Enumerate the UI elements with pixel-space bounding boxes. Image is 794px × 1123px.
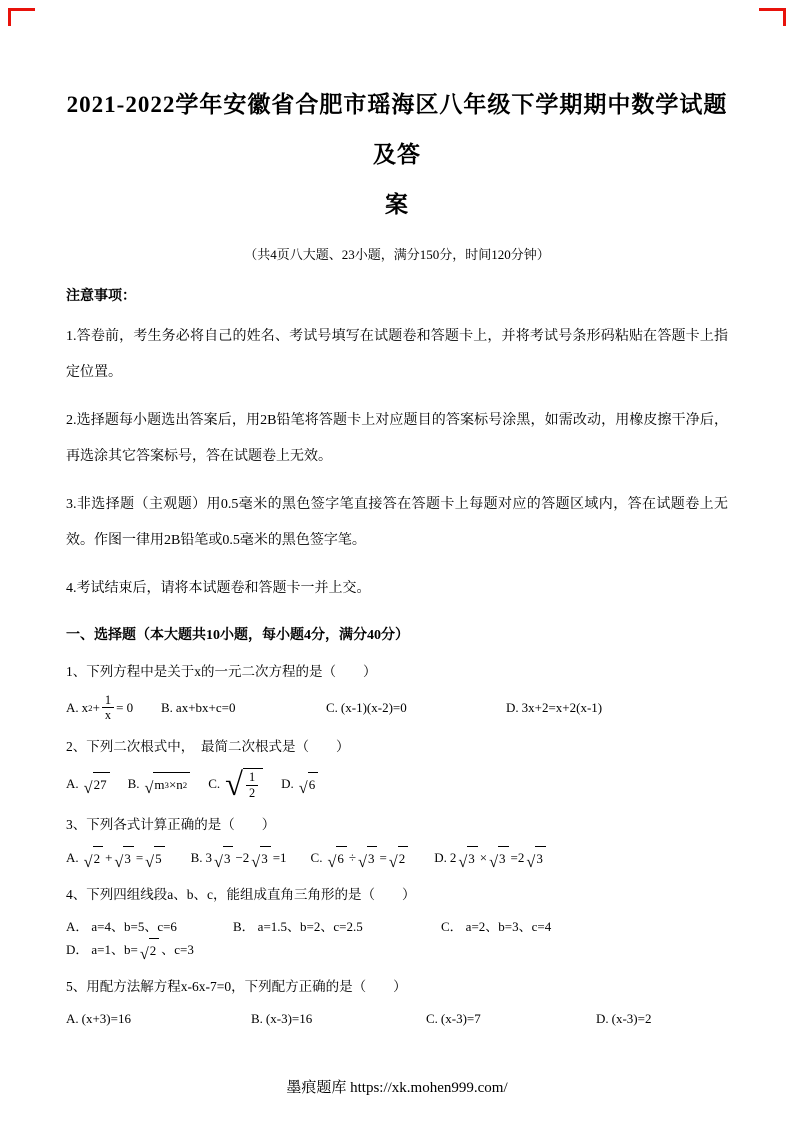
question-4-options bbox=[66, 916, 728, 962]
q4-option-b-label: B． bbox=[233, 918, 255, 934]
question-2-options bbox=[66, 767, 728, 804]
q2-option-c-formula: √ $\frac{1}{2}$ bbox=[223, 768, 265, 799]
q3-option-b-formula: 3 √ 3 −2 √ 3 =1 bbox=[206, 846, 287, 870]
q5-option-b bbox=[251, 1008, 426, 1030]
crop-mark-top-right-icon bbox=[759, 8, 786, 26]
q4-option-d bbox=[66, 938, 194, 962]
q2-option-a-formula: √ 27 bbox=[82, 772, 112, 796]
question-4 bbox=[66, 882, 728, 962]
q5-option-b-text: (x-3)=16 bbox=[265, 1010, 313, 1026]
q2-option-d-formula: √ 6 bbox=[297, 772, 320, 796]
q3-option-a-label: A. bbox=[66, 849, 79, 865]
q3-option-a-formula: √ 2 + √ 3 = √ 5 bbox=[82, 846, 167, 870]
q2-option-d-label: D. bbox=[281, 776, 294, 792]
q5-option-d-text: (x-3)=2 bbox=[611, 1010, 652, 1026]
q1-option-c-text: (x-1)(x-2)=0 bbox=[340, 699, 407, 715]
section-1-heading: 一、选择题（本大题共10小题，每小题4分，满分40分） bbox=[66, 628, 409, 643]
q5-option-d bbox=[596, 1008, 651, 1030]
q1-option-b-label: B. bbox=[161, 699, 173, 715]
q1-option-b-text: ax+bx+c=0 bbox=[175, 699, 236, 715]
page-title-line-1: 2021-2022学年安徽省合肥市瑶海区八年级下学期期中数学试题及答 bbox=[66, 92, 728, 167]
question-4-text: 4、下列四组线段a、b、c，能组成直角三角形的是（ ） bbox=[66, 886, 416, 902]
question-5-options bbox=[66, 1008, 728, 1030]
question-2 bbox=[66, 734, 728, 804]
question-5 bbox=[66, 974, 728, 1030]
q5-option-c-label: C. bbox=[426, 1010, 438, 1026]
q3-option-c bbox=[311, 846, 411, 870]
crop-mark-top-left-icon bbox=[8, 8, 35, 26]
q5-option-c bbox=[426, 1008, 596, 1030]
question-3-options bbox=[66, 846, 728, 870]
question-3 bbox=[66, 812, 728, 870]
q3-option-b bbox=[191, 846, 287, 870]
q3-option-d-formula: 2 √ 3 × √ 3 =2 √ 3 bbox=[450, 846, 548, 870]
q5-option-c-text: (x-3)=7 bbox=[440, 1010, 481, 1026]
question-1 bbox=[66, 659, 728, 722]
q1-option-d-text: 3x+2=x+2(x-1) bbox=[521, 699, 603, 715]
q2-option-c-label: C. bbox=[208, 776, 221, 792]
q5-option-a-label: A. bbox=[66, 1010, 79, 1026]
exam-summary-line: （共4页八大题、23小题，满分150分，时间120分钟） bbox=[244, 247, 550, 262]
question-1-options bbox=[66, 693, 728, 722]
notice-item-2: 2.选择题每小题选出答案后，用2B铅笔将答题卡上对应题目的答案标号涂黑，如需改动，用橡皮擦干净后，再选涂其它答案标号，答在试题卷上无效。 bbox=[66, 413, 728, 464]
page-footer bbox=[0, 1076, 794, 1097]
q2-option-c bbox=[208, 767, 265, 804]
q1-option-c bbox=[326, 697, 506, 719]
q2-option-b-label: B. bbox=[127, 776, 140, 792]
q1-option-d bbox=[506, 697, 602, 719]
footer-url-link[interactable]: https://xk.mohen999.com/ bbox=[350, 1080, 508, 1096]
notice-item-4: 4.考试结束后，请将本试题卷和答题卡一并上交。 bbox=[66, 581, 371, 596]
q3-option-b-label: B. bbox=[190, 849, 203, 865]
q5-option-a-text: (x+3)=16 bbox=[81, 1010, 131, 1026]
q3-option-a bbox=[66, 846, 167, 870]
q1-option-a-formula: x 2 + $\frac{1}{x}$ = 0 bbox=[81, 693, 134, 723]
question-1-text: 1、下列方程中是关于x的一元二次方程的是（ ） bbox=[66, 664, 377, 679]
q5-option-a bbox=[66, 1008, 251, 1030]
q1-option-a-label: A. bbox=[66, 699, 79, 715]
q4-option-d-label: D． bbox=[66, 941, 89, 957]
q4-option-a bbox=[66, 916, 233, 938]
q4-option-d-formula: a=1、b= √ 2 、c=3 bbox=[91, 938, 193, 962]
q5-option-b-label: B. bbox=[251, 1010, 263, 1026]
q3-option-c-label: C. bbox=[310, 849, 323, 865]
question-5-text: 5、用配方法解方程x-6x-7=0，下列配方正确的是（ ） bbox=[66, 978, 407, 994]
q2-option-b-formula: √ m 3 ×n 2 bbox=[142, 772, 192, 796]
q1-option-d-label: D. bbox=[506, 699, 519, 715]
footer-site-name: 墨痕题库 bbox=[286, 1080, 347, 1096]
notice-item-1: 1.答卷前，考生务必将自己的姓名、考试号填写在试题卷和答题卡上，并将考试号条形码粘贴在答题卡上指定位置。 bbox=[66, 329, 728, 380]
question-2-text: 2、下列二次根式中， 最简二次根式是（ ） bbox=[66, 739, 350, 755]
q5-option-d-label: D. bbox=[596, 1010, 609, 1026]
page-title bbox=[66, 80, 728, 230]
q4-option-b-text: a=1.5、b=2、c=2.5 bbox=[257, 918, 363, 934]
q1-option-c-label: C. bbox=[326, 699, 338, 715]
q4-option-b bbox=[233, 916, 441, 938]
q4-option-a-label: A． bbox=[66, 918, 89, 934]
q1-option-a bbox=[66, 693, 161, 722]
q4-option-a-text: a=4、b=5、c=6 bbox=[91, 918, 177, 934]
q2-option-d bbox=[281, 772, 320, 796]
page-title-line-2: 案 bbox=[385, 192, 409, 217]
question-3-text: 3、下列各式计算正确的是（ ） bbox=[66, 816, 276, 832]
q2-option-b bbox=[128, 772, 193, 796]
q2-option-a bbox=[66, 772, 112, 796]
q4-option-c-label: C． bbox=[441, 918, 463, 934]
q1-option-b bbox=[161, 697, 326, 719]
notice-heading: 注意事项： bbox=[66, 289, 136, 304]
q2-option-a-label: A. bbox=[66, 776, 79, 792]
q4-option-c-text: a=2、b=3、c=4 bbox=[465, 918, 552, 934]
q3-option-d bbox=[434, 846, 548, 870]
notice-item-3: 3.非选择题（主观题）用0.5毫米的黑色签字笔直接答在答题卡上每题对应的答题区域内，答在试题卷上无效。作图一律用2B铅笔或0.5毫米的黑色签字笔。 bbox=[66, 497, 728, 548]
q3-option-c-formula: √ 6 ÷ √ 3 = √ 2 bbox=[325, 846, 410, 870]
q3-option-d-label: D. bbox=[434, 849, 447, 865]
q4-option-c bbox=[441, 916, 608, 938]
